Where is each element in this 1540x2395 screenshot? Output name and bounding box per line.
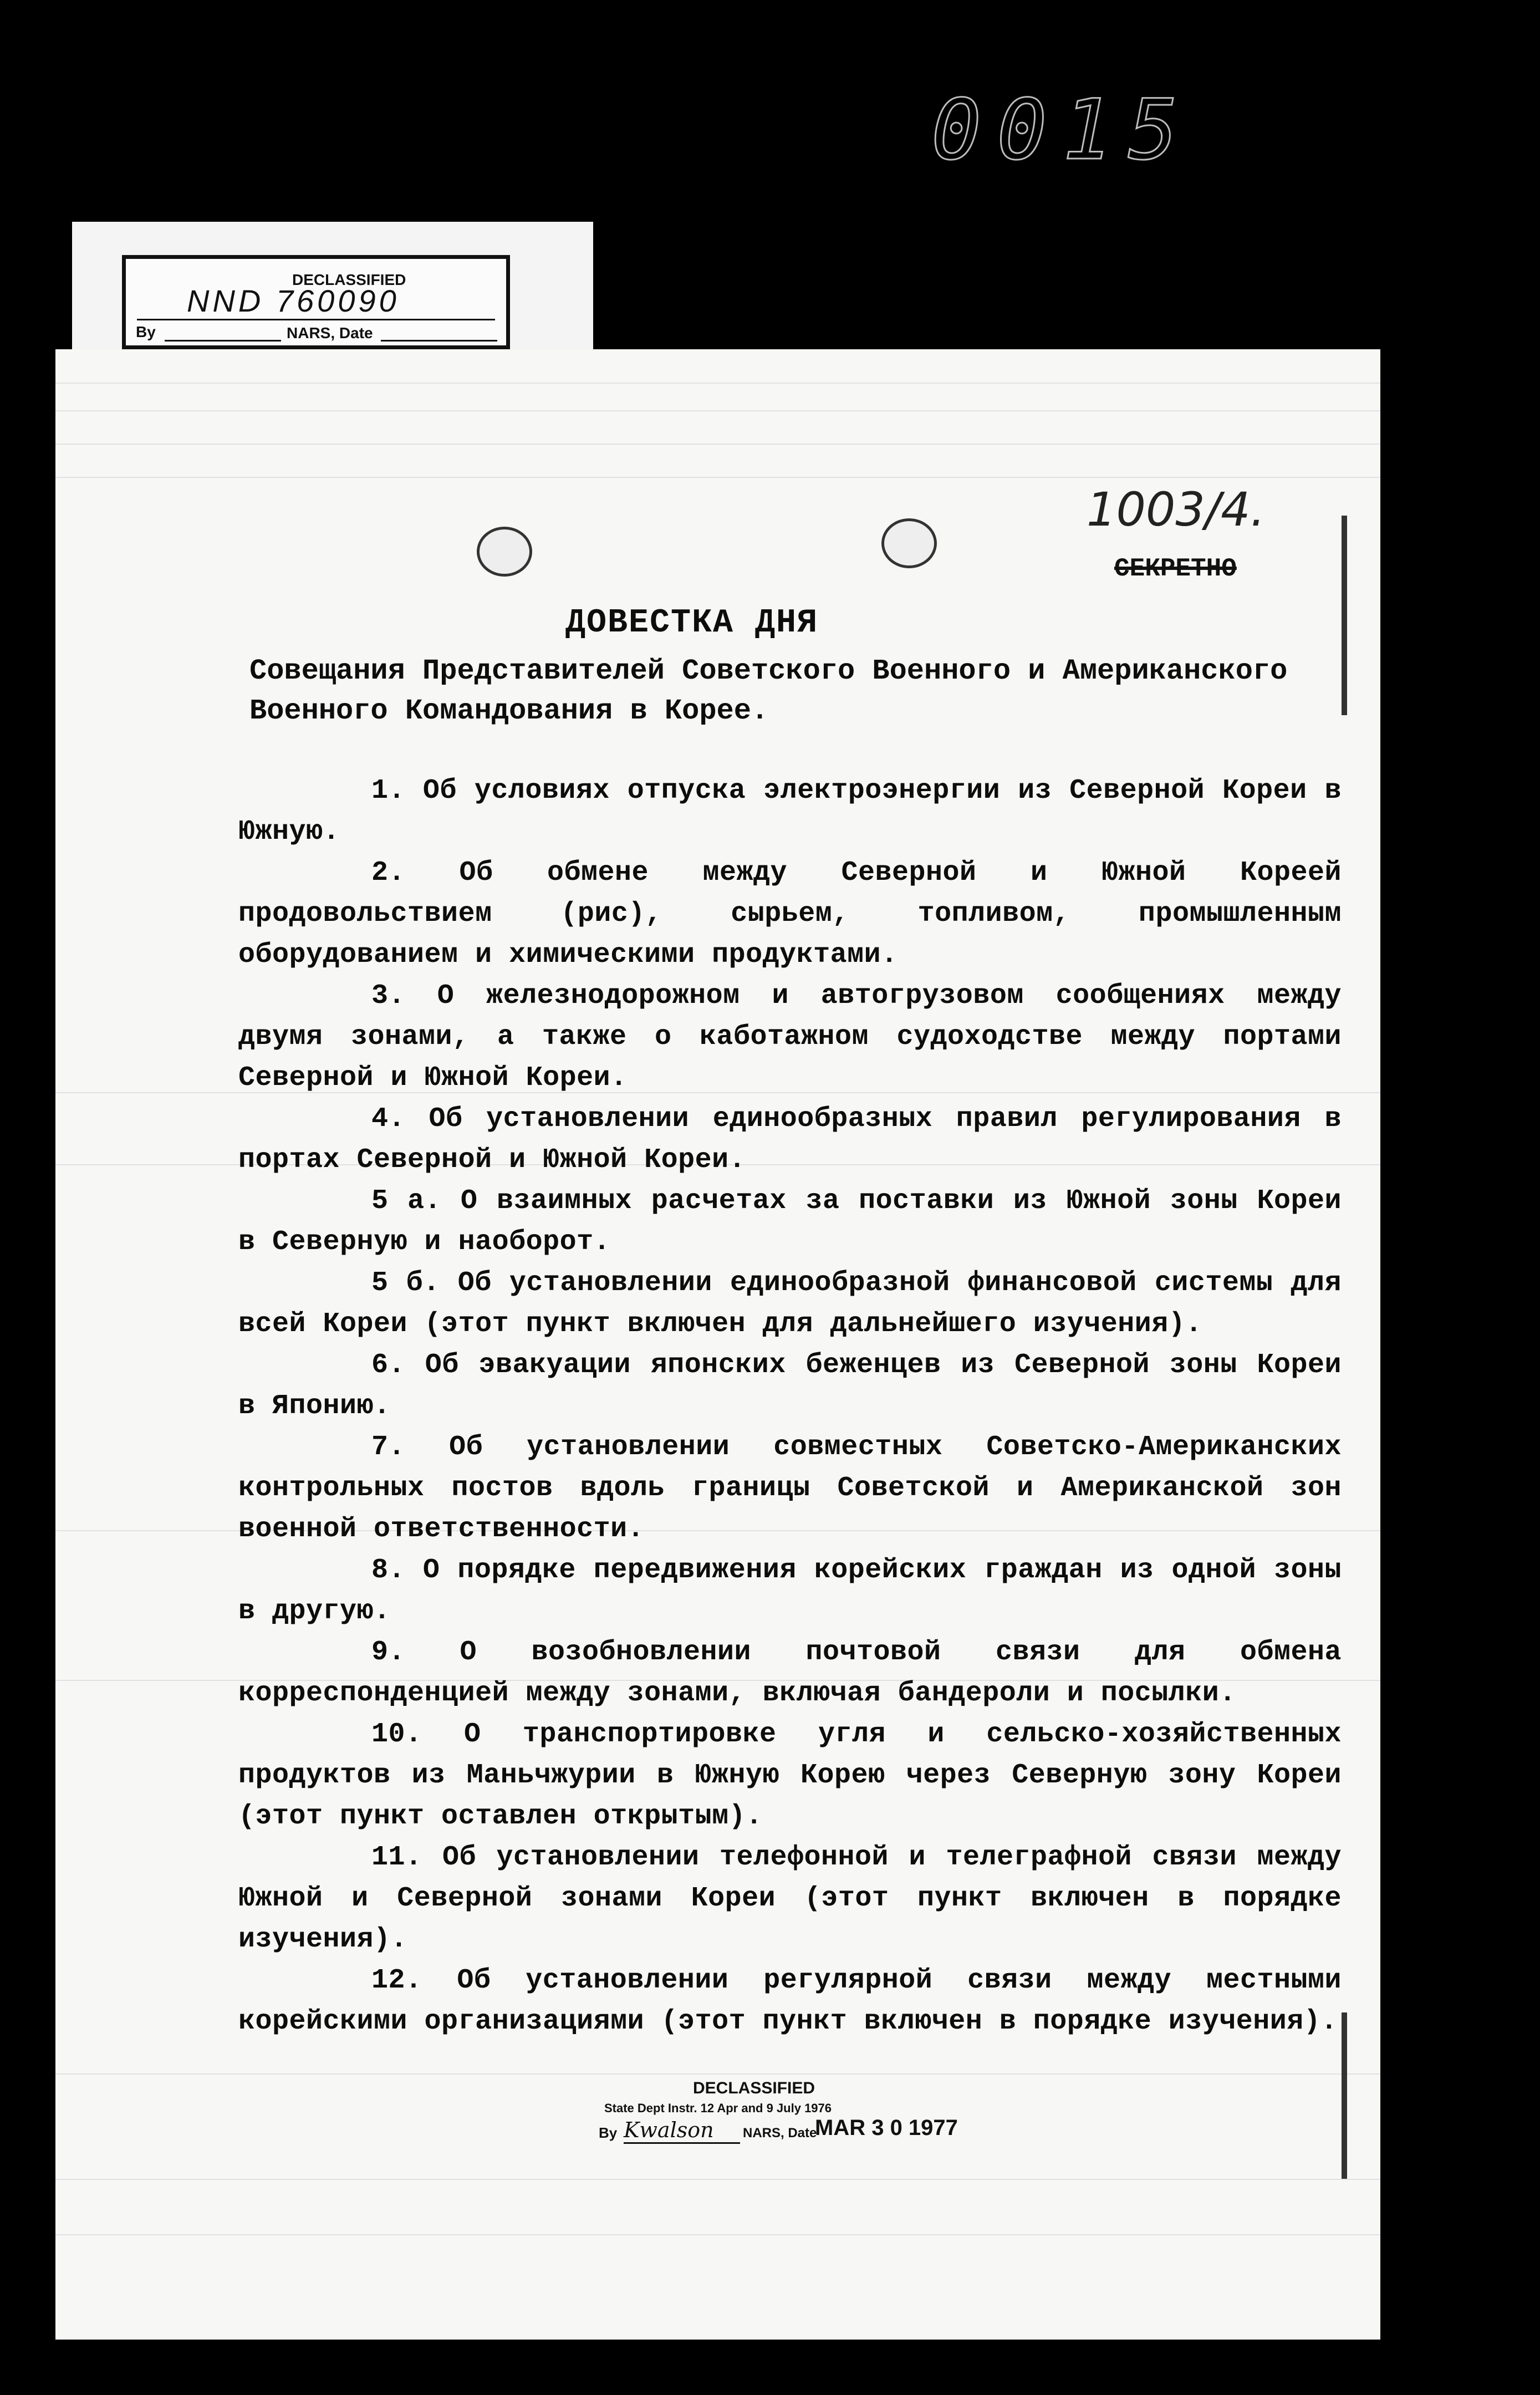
classification-mark: СЕКРЕТНО <box>1114 554 1237 583</box>
stamp-by-line <box>165 340 281 342</box>
agenda-item: 9. О возобновлении почтовой связи для обмена корреспонденцией между зонами, включая бандероли и посылки. <box>238 1637 1342 1709</box>
stamp-declassified-label: DECLASSIFIED <box>292 271 406 288</box>
agenda-item: 3. О железнодорожном и автогрузовом сообщениях между двумя зонами, а также о каботажном судоходстве между портами Северной и Южной Кореи. <box>238 980 1342 1094</box>
agenda-item: 11. Об установлении телефонной и телеграфной связи между Южной и Северной зонами Кореи (этот пункт включен в порядке изучения). <box>238 1842 1342 1955</box>
agenda-list <box>238 771 1342 2042</box>
stamp-nars-date-label: NARS, Date <box>287 324 373 342</box>
punch-hole <box>477 527 532 577</box>
stamp-rule <box>137 319 495 320</box>
document-subtitle: Совещания Представителей Советского Военного и Американского Военного Командования в Корее. <box>249 655 1288 727</box>
agenda-item: 5 б. Об установлении единообразной финансовой системы для всей Кореи (этот пункт включен для дальнейшего изучения). <box>238 1267 1342 1340</box>
document-page <box>55 349 1380 2340</box>
footer-stamp-signature: Kwalson <box>624 2118 740 2144</box>
stamp-authority: NND 760090 <box>187 283 400 318</box>
declassified-footer-stamp <box>599 2079 965 2162</box>
punch-hole <box>881 518 937 568</box>
declassified-stamp <box>122 255 510 349</box>
document-title: ДОВЕСТКА ДНЯ <box>565 604 819 642</box>
footer-stamp-nars-date-label: NARS, Date <box>743 2126 817 2141</box>
page-edge-mark <box>1342 516 1347 715</box>
agenda-item: 5 а. О взаимных расчетах за поставки из Южной зоны Кореи в Северную и наоборот. <box>238 1185 1342 1258</box>
footer-stamp-label: DECLASSIFIED <box>693 2079 815 2097</box>
agenda-item: 10. О транспортировке угля и сельско-хозяйственных продуктов из Маньчжурии в Южную Корею через Северную зону Кореи (этот пункт оставлен открытым). <box>238 1719 1342 1832</box>
agenda-item: 2. Об обмене между Северной и Южной Кореей продовольствием (рис), сырьем, топливом, промышленным оборудованием и химическими продуктами. <box>238 857 1342 971</box>
agenda-item: 8. О порядке передвижения корейских граждан из одной зоны в другую. <box>238 1555 1342 1627</box>
page-edge-mark <box>1342 2012 1347 2179</box>
handwritten-note: 1003/4. <box>1087 482 1266 537</box>
stamp-date-line <box>381 340 497 342</box>
footer-stamp-by-label: By <box>599 2124 618 2141</box>
agenda-item: 6. Об эвакуации японских беженцев из Северной зоны Кореи в Японию. <box>238 1349 1342 1422</box>
agenda-item: 7. Об установлении совместных Советско-Американских контрольных постов вдоль границы Советской и Американской зон военной ответственности. <box>238 1431 1342 1545</box>
agenda-item: 1. Об условиях отпуска электроэнергии из Северной Кореи в Южную. <box>238 775 1342 848</box>
footer-stamp-date: MAR 3 0 1977 <box>815 2116 958 2140</box>
agenda-item: 4. Об установлении единообразных правил регулирования в портах Северной и Южной Кореи. <box>238 1103 1342 1176</box>
stamp-by-label: By <box>136 323 156 340</box>
footer-stamp-authority: State Dept Instr. 12 Apr and 9 July 1976 <box>604 2101 832 2115</box>
agenda-item: 12. Об установлении регулярной связи между местными корейскими организациями (этот пункт включен в порядке изучения). <box>238 1965 1342 2037</box>
frame-number: 0015 <box>931 82 1194 179</box>
